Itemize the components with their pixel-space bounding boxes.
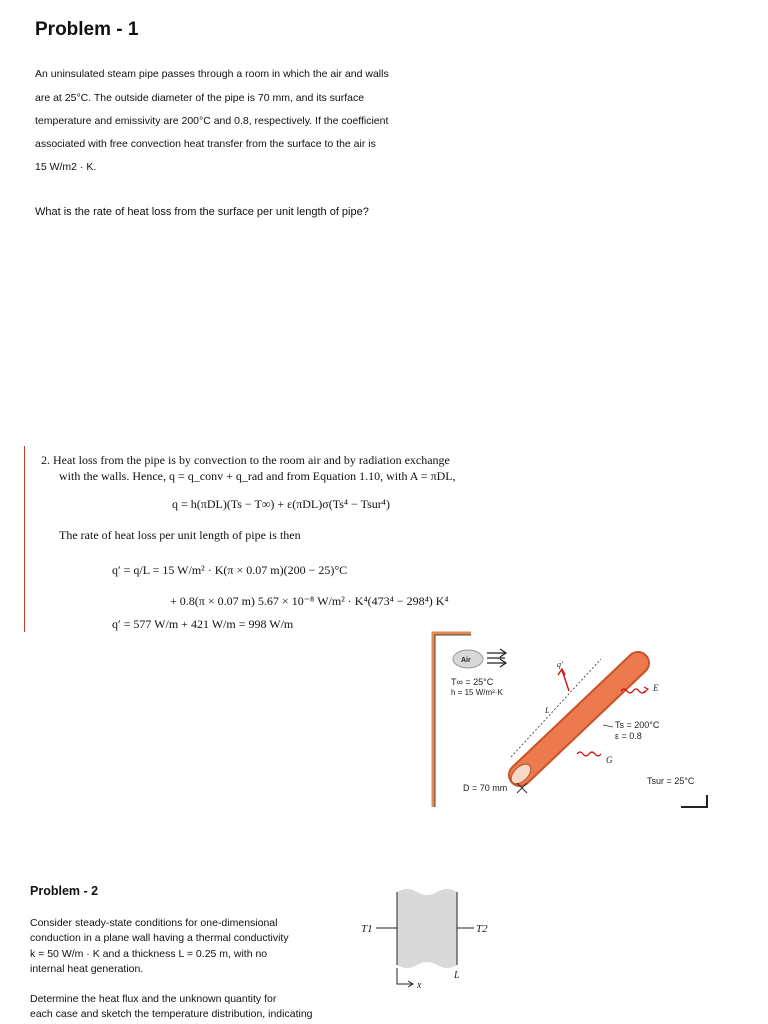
- problem-2-text-line: internal heat generation.: [30, 963, 144, 975]
- solution-line: with the walls. Hence, q = q_conv + q_rad and from Equation 1.10, with A = πDL,: [59, 469, 456, 483]
- problem-1-question: What is the rate of heat loss from the surface per unit length of pipe?: [35, 206, 369, 218]
- irradiation-label: G: [606, 755, 613, 765]
- air-label: Air: [461, 657, 471, 664]
- plane-wall-diagram: [350, 880, 500, 995]
- problem-2-task-line: each case and sketch the temperature distribution, indicating: [30, 1008, 313, 1020]
- diameter-label: D = 70 mm: [463, 783, 508, 793]
- problem-2-text-line: k = 50 W/m · K and a thickness L = 0.25 m, with no: [30, 948, 268, 960]
- problem-1-text-line: are at 25°C. The outside diameter of the pipe is 70 mm, and its surface: [35, 92, 365, 104]
- solution-equation: q′ = q/L = 15 W/m² · K(π × 0.07 m)(200 − 25)°C: [112, 563, 348, 577]
- convection-coeff-label: h = 15 W/m²·K: [451, 688, 503, 697]
- wall-temp-1-label: T1: [361, 923, 373, 935]
- problem-2-task-line: Determine the heat flux and the unknown quantity for: [30, 993, 277, 1005]
- solution-equation: q = h(πDL)(Ts − T∞) + ε(πDL)σ(Ts⁴ − Tsur⁴): [172, 497, 390, 511]
- problem-2-text-line: Consider steady-state conditions for one-dimensional: [30, 917, 278, 929]
- solution-line: 2. Heat loss from the pipe is by convection to the room air and by radiation exchange: [41, 453, 450, 467]
- wall-thickness-label: L: [454, 970, 460, 981]
- emissivity-label: ε = 0.8: [615, 731, 642, 741]
- wall-temp-2-label: T2: [476, 923, 488, 935]
- pipe-diagram: [425, 625, 725, 820]
- problem-1-text-line: 15 W/m2 · K.: [35, 161, 97, 173]
- problem-1-title: Problem - 1: [35, 19, 139, 40]
- emission-label: E: [653, 683, 659, 693]
- ambient-temp-label: T∞ = 25°C: [451, 677, 494, 687]
- solution-result: q′ = 577 W/m + 421 W/m = 998 W/m: [112, 617, 294, 631]
- irradiation-wave-icon: [577, 752, 601, 756]
- problem-1-text-line: associated with free convection heat transfer from the surface to the air is: [35, 138, 376, 150]
- surface-temp-label: Ts = 200°C: [615, 720, 660, 730]
- heat-rate-arrow: [562, 670, 569, 691]
- length-label: L: [545, 706, 550, 715]
- problem-1-text-line: temperature and emissivity are 200°C and 0.8, respectively. If the coefficient: [35, 115, 389, 127]
- solution-line: The rate of heat loss per unit length of pipe is then: [59, 528, 301, 542]
- heat-rate-label: q′: [557, 660, 563, 669]
- room-wall-right: [681, 795, 707, 807]
- problem-1-text-line: An uninsulated steam pipe passes through a room in which the air and walls: [35, 68, 389, 80]
- solution-equation: + 0.8(π × 0.07 m) 5.67 × 10⁻⁸ W/m² · K⁴(473⁴ − 298⁴) K⁴: [170, 594, 449, 608]
- x-axis-label: x: [417, 980, 422, 991]
- problem-2-text-line: conduction in a plane wall having a thermal conductivity: [30, 932, 289, 944]
- wall-slab: [397, 889, 457, 968]
- problem-2-title: Problem - 2: [30, 884, 99, 898]
- surroundings-temp-label: Tsur = 25°C: [647, 776, 695, 786]
